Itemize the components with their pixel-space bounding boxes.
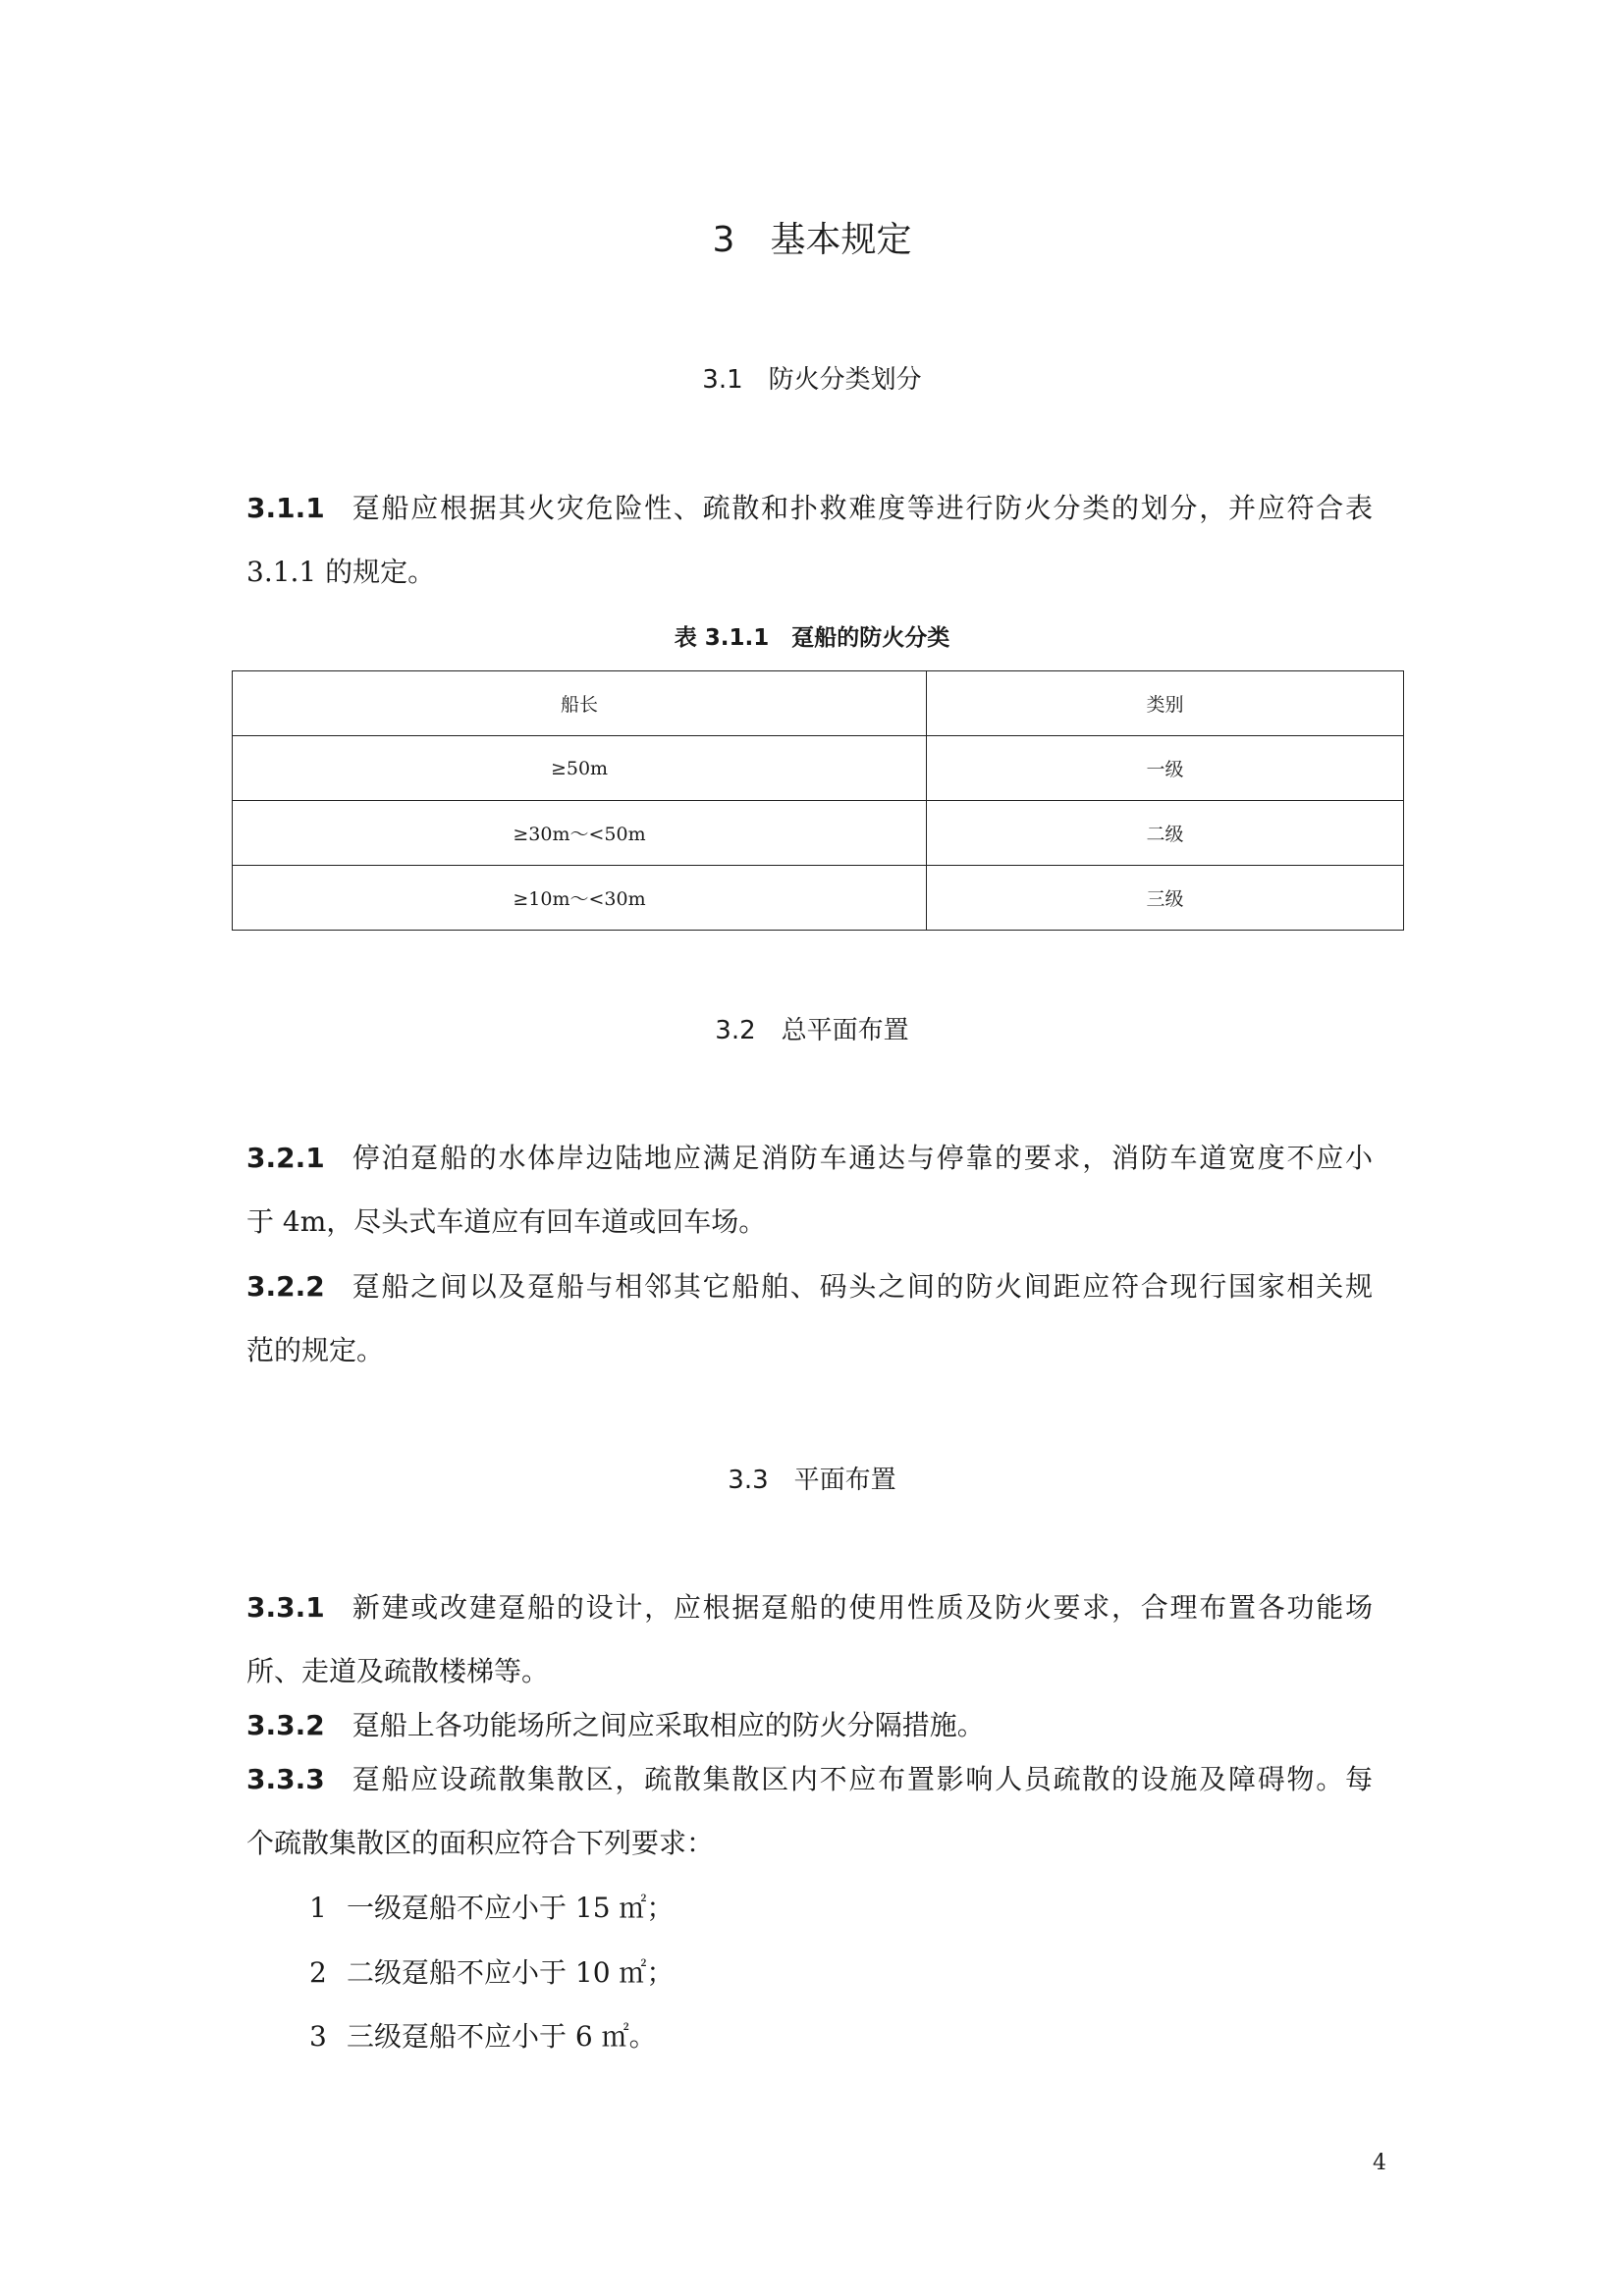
section-number: 3.3 bbox=[728, 1466, 769, 1495]
clause-number: 3.3.2 bbox=[246, 1709, 325, 1741]
table-cell: 二级 bbox=[927, 801, 1404, 866]
page-number: 4 bbox=[1373, 2151, 1386, 2175]
clause-number: 3.1.1 bbox=[246, 492, 325, 524]
list-number: 3 bbox=[309, 2020, 327, 2053]
clause-3-3-1-line1 bbox=[246, 1588, 1373, 1628]
clause-text: 停泊趸船的水体岸边陆地应满足消防车通达与停靠的要求，消防车道宽度不应小 bbox=[352, 1142, 1373, 1174]
section-heading-3-2 bbox=[0, 1013, 1624, 1048]
table-header-row bbox=[233, 671, 1404, 736]
list-text: 一级趸船不应小于 15 ㎡； bbox=[347, 1892, 675, 1924]
clause-text: 新建或改建趸船的设计，应根据趸船的使用性质及防火要求，合理布置各功能场 bbox=[352, 1591, 1373, 1624]
table-caption: 表 3.1.1 趸船的防火分类 bbox=[674, 625, 950, 651]
clause-text: 3.1.1 的规定。 bbox=[246, 556, 436, 588]
clause-text: 所、走道及疏散楼梯等。 bbox=[246, 1655, 550, 1687]
header-cell: 类别 bbox=[927, 671, 1404, 736]
table-cell: 三级 bbox=[927, 866, 1404, 931]
table-cell: ≥30m～<50m bbox=[233, 801, 927, 866]
clause-3-3-3-line2 bbox=[246, 1824, 1373, 1863]
clause-3-1-1-line2 bbox=[246, 553, 1373, 592]
list-text: 三级趸船不应小于 6 ㎡。 bbox=[347, 2020, 657, 2053]
list-item bbox=[309, 1889, 674, 1928]
clause-text: 趸船应设疏散集散区，疏散集散区内不应布置影响人员疏散的设施及障碍物。每 bbox=[352, 1763, 1373, 1795]
clause-number: 3.2.1 bbox=[246, 1142, 325, 1174]
table-row bbox=[233, 736, 1404, 801]
header-cell: 船长 bbox=[233, 671, 927, 736]
clause-text: 范的规定。 bbox=[246, 1334, 385, 1366]
section-number: 3.2 bbox=[715, 1016, 756, 1045]
chapter-number: 3 bbox=[712, 220, 735, 260]
list-item bbox=[309, 2017, 657, 2056]
clause-text: 趸船上各功能场所之间应采取相应的防火分隔措施。 bbox=[352, 1709, 985, 1741]
list-item bbox=[309, 1953, 674, 1993]
clause-number: 3.3.1 bbox=[246, 1591, 325, 1624]
clause-3-2-2-line1 bbox=[246, 1267, 1373, 1307]
table-row bbox=[233, 866, 1404, 931]
list-text: 二级趸船不应小于 10 ㎡； bbox=[347, 1956, 675, 1989]
chapter-title-text: 基本规定 bbox=[770, 220, 912, 260]
clause-number: 3.3.3 bbox=[246, 1763, 325, 1795]
fire-classification-table bbox=[232, 670, 1404, 931]
table-cell: 一级 bbox=[927, 736, 1404, 801]
clause-3-2-1-line1 bbox=[246, 1139, 1373, 1178]
section-heading-3-1 bbox=[0, 362, 1624, 398]
clause-text: 于 4m，尽头式车道应有回车道或回车场。 bbox=[246, 1205, 767, 1238]
clause-text: 个疏散集散区的面积应符合下列要求： bbox=[246, 1827, 715, 1859]
clause-text: 趸船之间以及趸船与相邻其它船舶、码头之间的防火间距应符合现行国家相关规 bbox=[352, 1270, 1373, 1303]
table-cell: ≥50m bbox=[233, 736, 927, 801]
clause-number: 3.2.2 bbox=[246, 1270, 325, 1303]
clause-3-1-1-line1 bbox=[246, 489, 1373, 528]
table-cell: ≥10m～<30m bbox=[233, 866, 927, 931]
list-number: 2 bbox=[309, 1956, 327, 1989]
list-number: 1 bbox=[309, 1892, 327, 1924]
clause-3-3-3-line1 bbox=[246, 1760, 1373, 1799]
section-number: 3.1 bbox=[702, 365, 743, 395]
clause-text: 趸船应根据其火灾危险性、疏散和扑救难度等进行防火分类的划分，并应符合表 bbox=[352, 492, 1373, 524]
chapter-title bbox=[0, 219, 1624, 262]
clause-3-3-2-line1 bbox=[246, 1706, 1373, 1745]
clause-3-2-2-line2 bbox=[246, 1331, 1373, 1370]
table-row bbox=[233, 801, 1404, 866]
section-title: 总平面布置 bbox=[781, 1016, 909, 1045]
section-title: 平面布置 bbox=[793, 1466, 896, 1495]
section-title: 防火分类划分 bbox=[768, 365, 922, 395]
clause-3-2-1-line2 bbox=[246, 1202, 1373, 1242]
clause-3-3-1-line2 bbox=[246, 1652, 1373, 1691]
section-heading-3-3 bbox=[0, 1463, 1624, 1498]
